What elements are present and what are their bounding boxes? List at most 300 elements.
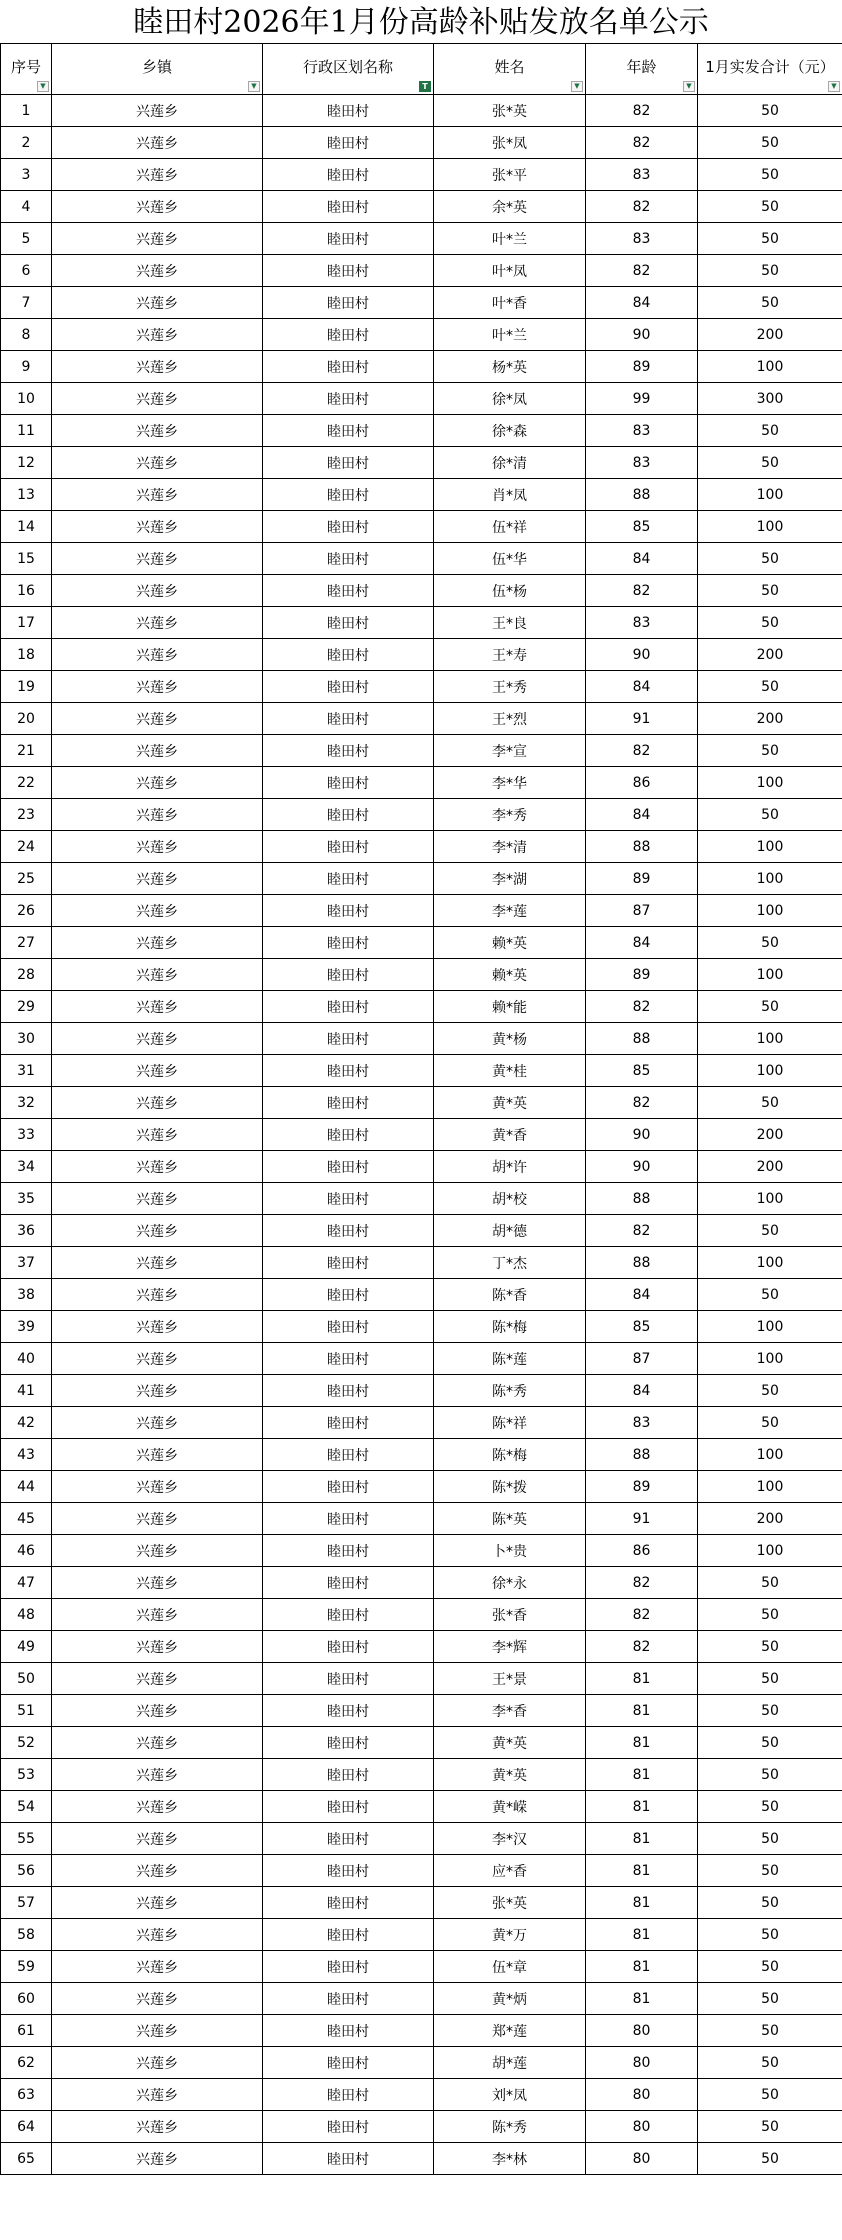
cell-township[interactable]: 兴莲乡 xyxy=(52,799,263,831)
cell-township[interactable]: 兴莲乡 xyxy=(52,735,263,767)
cell-amount[interactable]: 50 xyxy=(698,2047,842,2079)
cell-division[interactable]: 睦田村 xyxy=(263,1727,434,1759)
cell-age[interactable]: 81 xyxy=(586,1855,698,1887)
cell-division[interactable]: 睦田村 xyxy=(263,2111,434,2143)
cell-township[interactable]: 兴莲乡 xyxy=(52,767,263,799)
cell-division[interactable]: 睦田村 xyxy=(263,1343,434,1375)
cell-amount[interactable]: 100 xyxy=(698,1023,842,1055)
cell-name[interactable]: 赖*英 xyxy=(434,927,586,959)
cell-index[interactable]: 19 xyxy=(1,671,52,703)
cell-index[interactable]: 50 xyxy=(1,1663,52,1695)
cell-age[interactable]: 84 xyxy=(586,287,698,319)
cell-amount[interactable]: 100 xyxy=(698,1343,842,1375)
cell-township[interactable]: 兴莲乡 xyxy=(52,1471,263,1503)
cell-amount[interactable]: 50 xyxy=(698,1759,842,1791)
cell-township[interactable]: 兴莲乡 xyxy=(52,1759,263,1791)
cell-name[interactable]: 李*湖 xyxy=(434,863,586,895)
cell-index[interactable]: 63 xyxy=(1,2079,52,2111)
cell-age[interactable]: 82 xyxy=(586,255,698,287)
cell-amount[interactable]: 50 xyxy=(698,1887,842,1919)
cell-township[interactable]: 兴莲乡 xyxy=(52,895,263,927)
cell-township[interactable]: 兴莲乡 xyxy=(52,607,263,639)
cell-township[interactable]: 兴莲乡 xyxy=(52,991,263,1023)
cell-index[interactable]: 32 xyxy=(1,1087,52,1119)
cell-division[interactable]: 睦田村 xyxy=(263,1663,434,1695)
cell-township[interactable]: 兴莲乡 xyxy=(52,1247,263,1279)
cell-index[interactable]: 46 xyxy=(1,1535,52,1567)
cell-township[interactable]: 兴莲乡 xyxy=(52,1567,263,1599)
cell-age[interactable]: 83 xyxy=(586,415,698,447)
cell-amount[interactable]: 100 xyxy=(698,1311,842,1343)
cell-age[interactable]: 80 xyxy=(586,2047,698,2079)
cell-township[interactable]: 兴莲乡 xyxy=(52,927,263,959)
cell-name[interactable]: 王*景 xyxy=(434,1663,586,1695)
cell-age[interactable]: 83 xyxy=(586,1407,698,1439)
cell-index[interactable]: 62 xyxy=(1,2047,52,2079)
cell-division[interactable]: 睦田村 xyxy=(263,927,434,959)
cell-amount[interactable]: 50 xyxy=(698,447,842,479)
cell-township[interactable]: 兴莲乡 xyxy=(52,1343,263,1375)
cell-age[interactable]: 88 xyxy=(586,479,698,511)
cell-township[interactable]: 兴莲乡 xyxy=(52,447,263,479)
cell-index[interactable]: 42 xyxy=(1,1407,52,1439)
cell-index[interactable]: 30 xyxy=(1,1023,52,1055)
cell-age[interactable]: 82 xyxy=(586,1599,698,1631)
cell-township[interactable]: 兴莲乡 xyxy=(52,1023,263,1055)
cell-township[interactable]: 兴莲乡 xyxy=(52,95,263,127)
cell-name[interactable]: 张*香 xyxy=(434,1599,586,1631)
cell-township[interactable]: 兴莲乡 xyxy=(52,1375,263,1407)
cell-name[interactable]: 黄*炳 xyxy=(434,1983,586,2015)
cell-name[interactable]: 杨*英 xyxy=(434,351,586,383)
cell-name[interactable]: 伍*章 xyxy=(434,1951,586,1983)
cell-name[interactable]: 叶*香 xyxy=(434,287,586,319)
cell-age[interactable]: 90 xyxy=(586,1119,698,1151)
cell-index[interactable]: 55 xyxy=(1,1823,52,1855)
active-filter-icon[interactable]: T xyxy=(419,81,431,92)
cell-amount[interactable]: 50 xyxy=(698,1855,842,1887)
cell-age[interactable]: 91 xyxy=(586,703,698,735)
cell-index[interactable]: 11 xyxy=(1,415,52,447)
cell-amount[interactable]: 50 xyxy=(698,223,842,255)
cell-index[interactable]: 48 xyxy=(1,1599,52,1631)
cell-index[interactable]: 17 xyxy=(1,607,52,639)
cell-division[interactable]: 睦田村 xyxy=(263,1087,434,1119)
cell-name[interactable]: 陈*秀 xyxy=(434,1375,586,1407)
cell-township[interactable]: 兴莲乡 xyxy=(52,2111,263,2143)
cell-amount[interactable]: 100 xyxy=(698,831,842,863)
cell-index[interactable]: 60 xyxy=(1,1983,52,2015)
cell-amount[interactable]: 100 xyxy=(698,1055,842,1087)
cell-index[interactable]: 58 xyxy=(1,1919,52,1951)
cell-division[interactable]: 睦田村 xyxy=(263,95,434,127)
cell-division[interactable]: 睦田村 xyxy=(263,1567,434,1599)
cell-age[interactable]: 88 xyxy=(586,1247,698,1279)
cell-name[interactable]: 郑*莲 xyxy=(434,2015,586,2047)
cell-amount[interactable]: 50 xyxy=(698,1567,842,1599)
cell-name[interactable]: 黄*香 xyxy=(434,1119,586,1151)
cell-township[interactable]: 兴莲乡 xyxy=(52,1439,263,1471)
cell-township[interactable]: 兴莲乡 xyxy=(52,1631,263,1663)
cell-name[interactable]: 赖*能 xyxy=(434,991,586,1023)
cell-amount[interactable]: 50 xyxy=(698,95,842,127)
cell-name[interactable]: 李*秀 xyxy=(434,799,586,831)
cell-age[interactable]: 88 xyxy=(586,1023,698,1055)
cell-township[interactable]: 兴莲乡 xyxy=(52,1919,263,1951)
cell-township[interactable]: 兴莲乡 xyxy=(52,2047,263,2079)
cell-division[interactable]: 睦田村 xyxy=(263,383,434,415)
cell-division[interactable]: 睦田村 xyxy=(263,991,434,1023)
cell-name[interactable]: 肖*凤 xyxy=(434,479,586,511)
cell-division[interactable]: 睦田村 xyxy=(263,1375,434,1407)
cell-division[interactable]: 睦田村 xyxy=(263,2047,434,2079)
cell-township[interactable]: 兴莲乡 xyxy=(52,351,263,383)
cell-division[interactable]: 睦田村 xyxy=(263,1855,434,1887)
cell-township[interactable]: 兴莲乡 xyxy=(52,255,263,287)
cell-age[interactable]: 81 xyxy=(586,1983,698,2015)
cell-name[interactable]: 陈*拨 xyxy=(434,1471,586,1503)
filter-dropdown-icon[interactable]: ▼ xyxy=(248,81,260,92)
cell-name[interactable]: 王*寿 xyxy=(434,639,586,671)
cell-division[interactable]: 睦田村 xyxy=(263,767,434,799)
cell-name[interactable]: 李*宣 xyxy=(434,735,586,767)
cell-age[interactable]: 84 xyxy=(586,927,698,959)
cell-age[interactable]: 86 xyxy=(586,1535,698,1567)
cell-amount[interactable]: 200 xyxy=(698,639,842,671)
cell-township[interactable]: 兴莲乡 xyxy=(52,1279,263,1311)
cell-name[interactable]: 丁*杰 xyxy=(434,1247,586,1279)
cell-name[interactable]: 黄*嵘 xyxy=(434,1791,586,1823)
cell-age[interactable]: 82 xyxy=(586,1567,698,1599)
cell-name[interactable]: 黄*杨 xyxy=(434,1023,586,1055)
cell-division[interactable]: 睦田村 xyxy=(263,2015,434,2047)
cell-division[interactable]: 睦田村 xyxy=(263,1055,434,1087)
cell-name[interactable]: 胡*许 xyxy=(434,1151,586,1183)
cell-division[interactable]: 睦田村 xyxy=(263,479,434,511)
cell-township[interactable]: 兴莲乡 xyxy=(52,1215,263,1247)
cell-township[interactable]: 兴莲乡 xyxy=(52,1535,263,1567)
cell-age[interactable]: 82 xyxy=(586,95,698,127)
cell-age[interactable]: 91 xyxy=(586,1503,698,1535)
cell-name[interactable]: 李*辉 xyxy=(434,1631,586,1663)
cell-age[interactable]: 90 xyxy=(586,319,698,351)
cell-township[interactable]: 兴莲乡 xyxy=(52,1183,263,1215)
cell-division[interactable]: 睦田村 xyxy=(263,287,434,319)
cell-age[interactable]: 80 xyxy=(586,2079,698,2111)
cell-age[interactable]: 99 xyxy=(586,383,698,415)
cell-amount[interactable]: 50 xyxy=(698,1375,842,1407)
cell-age[interactable]: 81 xyxy=(586,1791,698,1823)
cell-township[interactable]: 兴莲乡 xyxy=(52,511,263,543)
cell-amount[interactable]: 100 xyxy=(698,1535,842,1567)
cell-age[interactable]: 88 xyxy=(586,831,698,863)
cell-amount[interactable]: 200 xyxy=(698,1151,842,1183)
cell-amount[interactable]: 50 xyxy=(698,1663,842,1695)
cell-township[interactable]: 兴莲乡 xyxy=(52,575,263,607)
cell-township[interactable]: 兴莲乡 xyxy=(52,703,263,735)
cell-division[interactable]: 睦田村 xyxy=(263,543,434,575)
cell-township[interactable]: 兴莲乡 xyxy=(52,1855,263,1887)
cell-township[interactable]: 兴莲乡 xyxy=(52,319,263,351)
cell-name[interactable]: 李*华 xyxy=(434,767,586,799)
cell-index[interactable]: 35 xyxy=(1,1183,52,1215)
cell-amount[interactable]: 50 xyxy=(698,927,842,959)
cell-name[interactable]: 伍*杨 xyxy=(434,575,586,607)
cell-index[interactable]: 45 xyxy=(1,1503,52,1535)
cell-index[interactable]: 37 xyxy=(1,1247,52,1279)
cell-name[interactable]: 胡*德 xyxy=(434,1215,586,1247)
cell-division[interactable]: 睦田村 xyxy=(263,159,434,191)
cell-name[interactable]: 陈*秀 xyxy=(434,2111,586,2143)
cell-township[interactable]: 兴莲乡 xyxy=(52,415,263,447)
cell-division[interactable]: 睦田村 xyxy=(263,863,434,895)
cell-township[interactable]: 兴莲乡 xyxy=(52,2079,263,2111)
cell-amount[interactable]: 50 xyxy=(698,671,842,703)
cell-index[interactable]: 10 xyxy=(1,383,52,415)
cell-age[interactable]: 84 xyxy=(586,543,698,575)
cell-name[interactable]: 陈*英 xyxy=(434,1503,586,1535)
cell-amount[interactable]: 50 xyxy=(698,799,842,831)
cell-age[interactable]: 90 xyxy=(586,639,698,671)
cell-division[interactable]: 睦田村 xyxy=(263,1823,434,1855)
cell-amount[interactable]: 100 xyxy=(698,479,842,511)
cell-township[interactable]: 兴莲乡 xyxy=(52,223,263,255)
cell-division[interactable]: 睦田村 xyxy=(263,1311,434,1343)
cell-division[interactable]: 睦田村 xyxy=(263,1503,434,1535)
cell-age[interactable]: 89 xyxy=(586,351,698,383)
cell-township[interactable]: 兴莲乡 xyxy=(52,1951,263,1983)
filter-dropdown-icon[interactable]: ▼ xyxy=(571,81,583,92)
cell-division[interactable]: 睦田村 xyxy=(263,639,434,671)
cell-amount[interactable]: 50 xyxy=(698,127,842,159)
cell-age[interactable]: 81 xyxy=(586,1823,698,1855)
cell-amount[interactable]: 50 xyxy=(698,1823,842,1855)
cell-township[interactable]: 兴莲乡 xyxy=(52,479,263,511)
cell-township[interactable]: 兴莲乡 xyxy=(52,1087,263,1119)
cell-index[interactable]: 18 xyxy=(1,639,52,671)
cell-age[interactable]: 89 xyxy=(586,959,698,991)
cell-index[interactable]: 21 xyxy=(1,735,52,767)
cell-division[interactable]: 睦田村 xyxy=(263,1887,434,1919)
cell-age[interactable]: 81 xyxy=(586,1887,698,1919)
cell-age[interactable]: 84 xyxy=(586,671,698,703)
cell-amount[interactable]: 50 xyxy=(698,1087,842,1119)
cell-age[interactable]: 82 xyxy=(586,1087,698,1119)
cell-amount[interactable]: 300 xyxy=(698,383,842,415)
cell-name[interactable]: 卜*贵 xyxy=(434,1535,586,1567)
cell-name[interactable]: 徐*清 xyxy=(434,447,586,479)
cell-age[interactable]: 81 xyxy=(586,1919,698,1951)
cell-age[interactable]: 85 xyxy=(586,511,698,543)
cell-division[interactable]: 睦田村 xyxy=(263,1183,434,1215)
filter-dropdown-icon[interactable]: ▼ xyxy=(683,81,695,92)
cell-amount[interactable]: 50 xyxy=(698,735,842,767)
cell-index[interactable]: 3 xyxy=(1,159,52,191)
cell-index[interactable]: 23 xyxy=(1,799,52,831)
cell-name[interactable]: 陈*梅 xyxy=(434,1439,586,1471)
cell-age[interactable]: 81 xyxy=(586,1663,698,1695)
cell-age[interactable]: 82 xyxy=(586,575,698,607)
cell-division[interactable]: 睦田村 xyxy=(263,1695,434,1727)
cell-age[interactable]: 90 xyxy=(586,1151,698,1183)
cell-township[interactable]: 兴莲乡 xyxy=(52,671,263,703)
cell-index[interactable]: 43 xyxy=(1,1439,52,1471)
cell-name[interactable]: 王*秀 xyxy=(434,671,586,703)
cell-name[interactable]: 黄*英 xyxy=(434,1727,586,1759)
cell-name[interactable]: 叶*兰 xyxy=(434,319,586,351)
cell-division[interactable]: 睦田村 xyxy=(263,703,434,735)
cell-amount[interactable]: 50 xyxy=(698,2143,842,2175)
cell-age[interactable]: 82 xyxy=(586,127,698,159)
cell-division[interactable]: 睦田村 xyxy=(263,191,434,223)
cell-name[interactable]: 张*平 xyxy=(434,159,586,191)
cell-division[interactable]: 睦田村 xyxy=(263,1407,434,1439)
cell-township[interactable]: 兴莲乡 xyxy=(52,1119,263,1151)
cell-index[interactable]: 7 xyxy=(1,287,52,319)
cell-age[interactable]: 84 xyxy=(586,1279,698,1311)
cell-name[interactable]: 陈*梅 xyxy=(434,1311,586,1343)
cell-index[interactable]: 39 xyxy=(1,1311,52,1343)
cell-name[interactable]: 刘*凤 xyxy=(434,2079,586,2111)
cell-amount[interactable]: 50 xyxy=(698,1951,842,1983)
cell-name[interactable]: 应*香 xyxy=(434,1855,586,1887)
cell-division[interactable]: 睦田村 xyxy=(263,319,434,351)
filter-dropdown-icon[interactable]: ▼ xyxy=(37,81,49,92)
cell-division[interactable]: 睦田村 xyxy=(263,1951,434,1983)
cell-amount[interactable]: 50 xyxy=(698,543,842,575)
cell-name[interactable]: 伍*华 xyxy=(434,543,586,575)
cell-age[interactable]: 80 xyxy=(586,2015,698,2047)
cell-amount[interactable]: 50 xyxy=(698,1279,842,1311)
cell-amount[interactable]: 50 xyxy=(698,575,842,607)
filter-dropdown-icon[interactable]: ▼ xyxy=(828,81,840,92)
cell-township[interactable]: 兴莲乡 xyxy=(52,159,263,191)
cell-division[interactable]: 睦田村 xyxy=(263,1119,434,1151)
cell-age[interactable]: 82 xyxy=(586,191,698,223)
cell-index[interactable]: 38 xyxy=(1,1279,52,1311)
cell-division[interactable]: 睦田村 xyxy=(263,351,434,383)
cell-township[interactable]: 兴莲乡 xyxy=(52,383,263,415)
cell-index[interactable]: 26 xyxy=(1,895,52,927)
cell-age[interactable]: 89 xyxy=(586,1471,698,1503)
cell-name[interactable]: 黄*桂 xyxy=(434,1055,586,1087)
cell-amount[interactable]: 50 xyxy=(698,255,842,287)
cell-name[interactable]: 陈*莲 xyxy=(434,1343,586,1375)
cell-index[interactable]: 27 xyxy=(1,927,52,959)
cell-amount[interactable]: 50 xyxy=(698,1631,842,1663)
cell-amount[interactable]: 50 xyxy=(698,1215,842,1247)
cell-index[interactable]: 28 xyxy=(1,959,52,991)
cell-name[interactable]: 赖*英 xyxy=(434,959,586,991)
cell-name[interactable]: 李*汉 xyxy=(434,1823,586,1855)
cell-amount[interactable]: 100 xyxy=(698,1439,842,1471)
cell-name[interactable]: 胡*莲 xyxy=(434,2047,586,2079)
cell-division[interactable]: 睦田村 xyxy=(263,1151,434,1183)
cell-division[interactable]: 睦田村 xyxy=(263,1247,434,1279)
cell-age[interactable]: 84 xyxy=(586,799,698,831)
cell-age[interactable]: 83 xyxy=(586,447,698,479)
cell-age[interactable]: 81 xyxy=(586,1951,698,1983)
cell-index[interactable]: 14 xyxy=(1,511,52,543)
cell-township[interactable]: 兴莲乡 xyxy=(52,959,263,991)
cell-index[interactable]: 8 xyxy=(1,319,52,351)
cell-amount[interactable]: 50 xyxy=(698,1791,842,1823)
cell-township[interactable]: 兴莲乡 xyxy=(52,2143,263,2175)
cell-division[interactable]: 睦田村 xyxy=(263,1919,434,1951)
cell-index[interactable]: 24 xyxy=(1,831,52,863)
cell-amount[interactable]: 100 xyxy=(698,767,842,799)
cell-index[interactable]: 20 xyxy=(1,703,52,735)
cell-name[interactable]: 李*香 xyxy=(434,1695,586,1727)
cell-division[interactable]: 睦田村 xyxy=(263,1631,434,1663)
cell-division[interactable]: 睦田村 xyxy=(263,895,434,927)
cell-age[interactable]: 88 xyxy=(586,1439,698,1471)
cell-division[interactable]: 睦田村 xyxy=(263,1471,434,1503)
cell-division[interactable]: 睦田村 xyxy=(263,1215,434,1247)
cell-index[interactable]: 47 xyxy=(1,1567,52,1599)
cell-division[interactable]: 睦田村 xyxy=(263,575,434,607)
cell-index[interactable]: 33 xyxy=(1,1119,52,1151)
cell-age[interactable]: 83 xyxy=(586,223,698,255)
cell-age[interactable]: 87 xyxy=(586,895,698,927)
cell-index[interactable]: 31 xyxy=(1,1055,52,1087)
cell-name[interactable]: 李*清 xyxy=(434,831,586,863)
cell-amount[interactable]: 100 xyxy=(698,511,842,543)
cell-township[interactable]: 兴莲乡 xyxy=(52,1823,263,1855)
cell-index[interactable]: 57 xyxy=(1,1887,52,1919)
cell-name[interactable]: 徐*森 xyxy=(434,415,586,447)
cell-township[interactable]: 兴莲乡 xyxy=(52,287,263,319)
cell-amount[interactable]: 100 xyxy=(698,1247,842,1279)
cell-amount[interactable]: 100 xyxy=(698,351,842,383)
cell-index[interactable]: 53 xyxy=(1,1759,52,1791)
cell-township[interactable]: 兴莲乡 xyxy=(52,1599,263,1631)
cell-division[interactable]: 睦田村 xyxy=(263,735,434,767)
cell-age[interactable]: 80 xyxy=(586,2111,698,2143)
cell-name[interactable]: 黄*万 xyxy=(434,1919,586,1951)
cell-index[interactable]: 4 xyxy=(1,191,52,223)
cell-name[interactable]: 陈*香 xyxy=(434,1279,586,1311)
cell-age[interactable]: 82 xyxy=(586,1215,698,1247)
cell-township[interactable]: 兴莲乡 xyxy=(52,2015,263,2047)
cell-age[interactable]: 80 xyxy=(586,2143,698,2175)
cell-name[interactable]: 黄*英 xyxy=(434,1759,586,1791)
cell-name[interactable]: 张*英 xyxy=(434,1887,586,1919)
cell-age[interactable]: 87 xyxy=(586,1343,698,1375)
cell-index[interactable]: 40 xyxy=(1,1343,52,1375)
cell-index[interactable]: 59 xyxy=(1,1951,52,1983)
cell-amount[interactable]: 50 xyxy=(698,1983,842,2015)
cell-index[interactable]: 16 xyxy=(1,575,52,607)
cell-index[interactable]: 56 xyxy=(1,1855,52,1887)
cell-amount[interactable]: 100 xyxy=(698,895,842,927)
cell-township[interactable]: 兴莲乡 xyxy=(52,1311,263,1343)
cell-township[interactable]: 兴莲乡 xyxy=(52,191,263,223)
cell-age[interactable]: 85 xyxy=(586,1055,698,1087)
cell-index[interactable]: 34 xyxy=(1,1151,52,1183)
cell-name[interactable]: 伍*祥 xyxy=(434,511,586,543)
cell-index[interactable]: 13 xyxy=(1,479,52,511)
cell-township[interactable]: 兴莲乡 xyxy=(52,1151,263,1183)
cell-amount[interactable]: 100 xyxy=(698,1471,842,1503)
cell-index[interactable]: 51 xyxy=(1,1695,52,1727)
cell-name[interactable]: 王*良 xyxy=(434,607,586,639)
cell-division[interactable]: 睦田村 xyxy=(263,1023,434,1055)
cell-index[interactable]: 29 xyxy=(1,991,52,1023)
cell-age[interactable]: 82 xyxy=(586,991,698,1023)
cell-division[interactable]: 睦田村 xyxy=(263,799,434,831)
cell-division[interactable]: 睦田村 xyxy=(263,671,434,703)
